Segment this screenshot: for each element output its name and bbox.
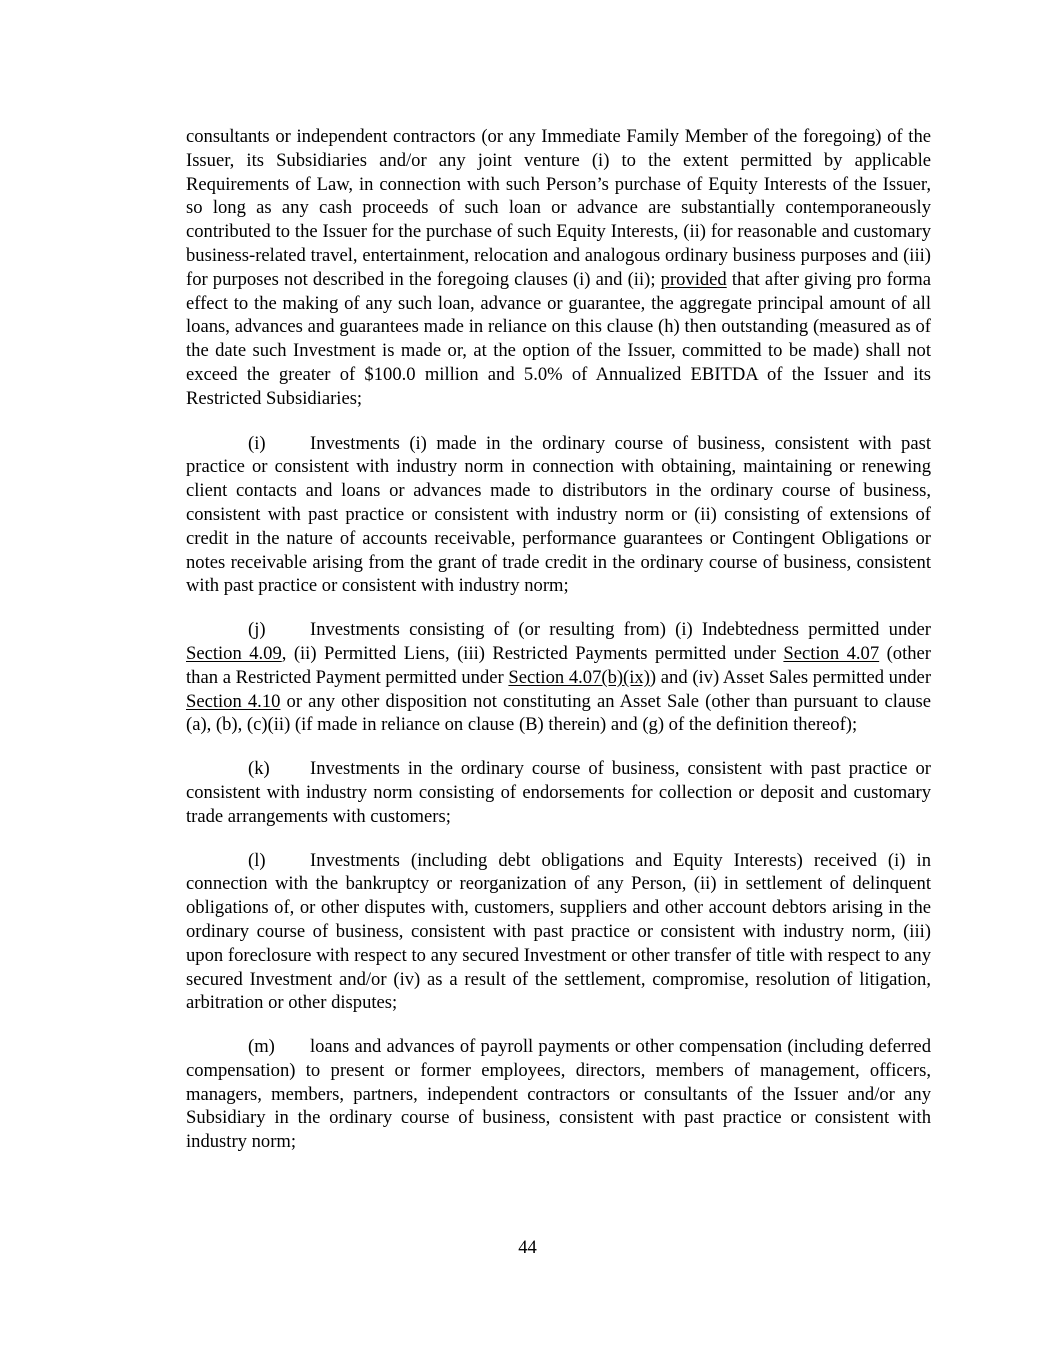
clause-j-label: (j) <box>248 619 266 641</box>
clause-l-text: Investments (including debt obligations and Equity Interests) received (i) in connection with the bankruptcy or reorganization of any Person, (ii) in settlement of delinquent obligations of, or other disputes with, customers, suppliers and other account debtors arising in the ordinary course of business, consistent with past practice or consistent with industry norm, (iii) upon foreclosure with respect to any secured Investment or other transfer of title with respect to any secured Investment and/or (iv) as a result of the settlement, compromise, resolution of litigation, arbitration or other disputes; <box>186 849 931 1014</box>
clause-k-text: Investments in the ordinary course of business, consistent with past practice or consistent with industry norm consisting of endorsements for collection or deposit and customary trade arrangements with customers; <box>186 758 931 827</box>
section-reference: Section 4.10 <box>186 690 281 712</box>
clause-m-text: loans and advances of payroll payments or other compensation (including deferred compensation) to present or former employees, directors, members of management, officers, managers, members, partners, independent contractors or consultants of the Issuer and/or any Subsidiary in the ordinary course of business, consistent with past practice or consistent with industry norm; <box>186 1036 931 1153</box>
clause-j-text: (other than a Restricted Payment permitted under <box>186 642 931 688</box>
clause-i-text: Investments (i) made in the ordinary course of business, consistent with past practice or consistent with industry norm in connection with obtaining, maintaining or renewing client contacts and loans or advances made to distributors in the ordinary course of business, consistent with past practice or consistent with industry norm or (ii) consisting of extensions of credit in the nature of accounts receivable, performance guarantees or Contingent Obligations or notes receivable arising from the grant of trade credit in the ordinary course of business, consistent with past practice or consistent with industry norm; <box>186 432 931 597</box>
clause-m <box>186 1035 931 1154</box>
clause-j-text: , (ii) Permitted Liens, (iii) Restricted Payments permitted under <box>281 642 784 664</box>
clause-k-label: (k) <box>248 758 270 780</box>
clause-k <box>186 757 931 828</box>
page-number: 44 <box>518 1237 537 1258</box>
clause-i <box>186 432 931 599</box>
clause-j-text: or any other disposition not constituting an Asset Sale (other than pursuant to clause (a), (b), (c)(ii) (if made in reliance on clause (B) therein) and (g) of the definition thereof); <box>186 690 931 736</box>
clause-j-text: Investments consisting of (or resulting from) (i) Indebtedness permitted under <box>310 619 931 641</box>
clause-l-label: (l) <box>248 849 266 871</box>
provided-term: provided <box>660 268 727 290</box>
section-reference: Section 4.07 <box>783 642 880 664</box>
clause-m-label: (m) <box>248 1036 275 1058</box>
section-reference: Section 4.09 <box>186 642 282 664</box>
document-body <box>186 125 931 1174</box>
clause-i-label: (i) <box>248 432 266 454</box>
intro-text-continued: that after giving pro forma effect to the making of any such loan, advance or guarantee, the aggregate principal amount of all loans, advances and guarantees made in reliance on this clause (h) then outstanding (measured as of the date such Investment is made or, at the option of the Issuer, committed to be made) shall not exceed the greater of $100.0 million and 5.0% of Annualized EBITDA of the Issuer and its Restricted Subsidiaries; <box>186 268 931 409</box>
clause-l <box>186 849 931 1016</box>
clause-j <box>186 618 931 737</box>
section-reference: Section 4.07(b)(ix) <box>508 666 650 688</box>
intro-text: consultants or independent contractors (or any Immediate Family Member of the foregoing) of the Issuer, its Subsidiaries and/or any joint venture (i) to the extent permitted by applicable Requirements of Law, in connection with such Person’s purchase of Equity Interests of the Issuer, so long as any cash proceeds of such loan or advance are substantially contemporaneously contributed to the Issuer for the purchase of such Equity Interests, (ii) for reasonable and customary business-related travel, entertainment, relocation and analogous ordinary business purposes and (iii) for purposes not described in the foregoing clauses (i) and (ii); <box>186 126 931 290</box>
intro-paragraph <box>186 125 931 411</box>
clause-j-text: ) and (iv) Asset Sales permitted under <box>649 666 932 688</box>
